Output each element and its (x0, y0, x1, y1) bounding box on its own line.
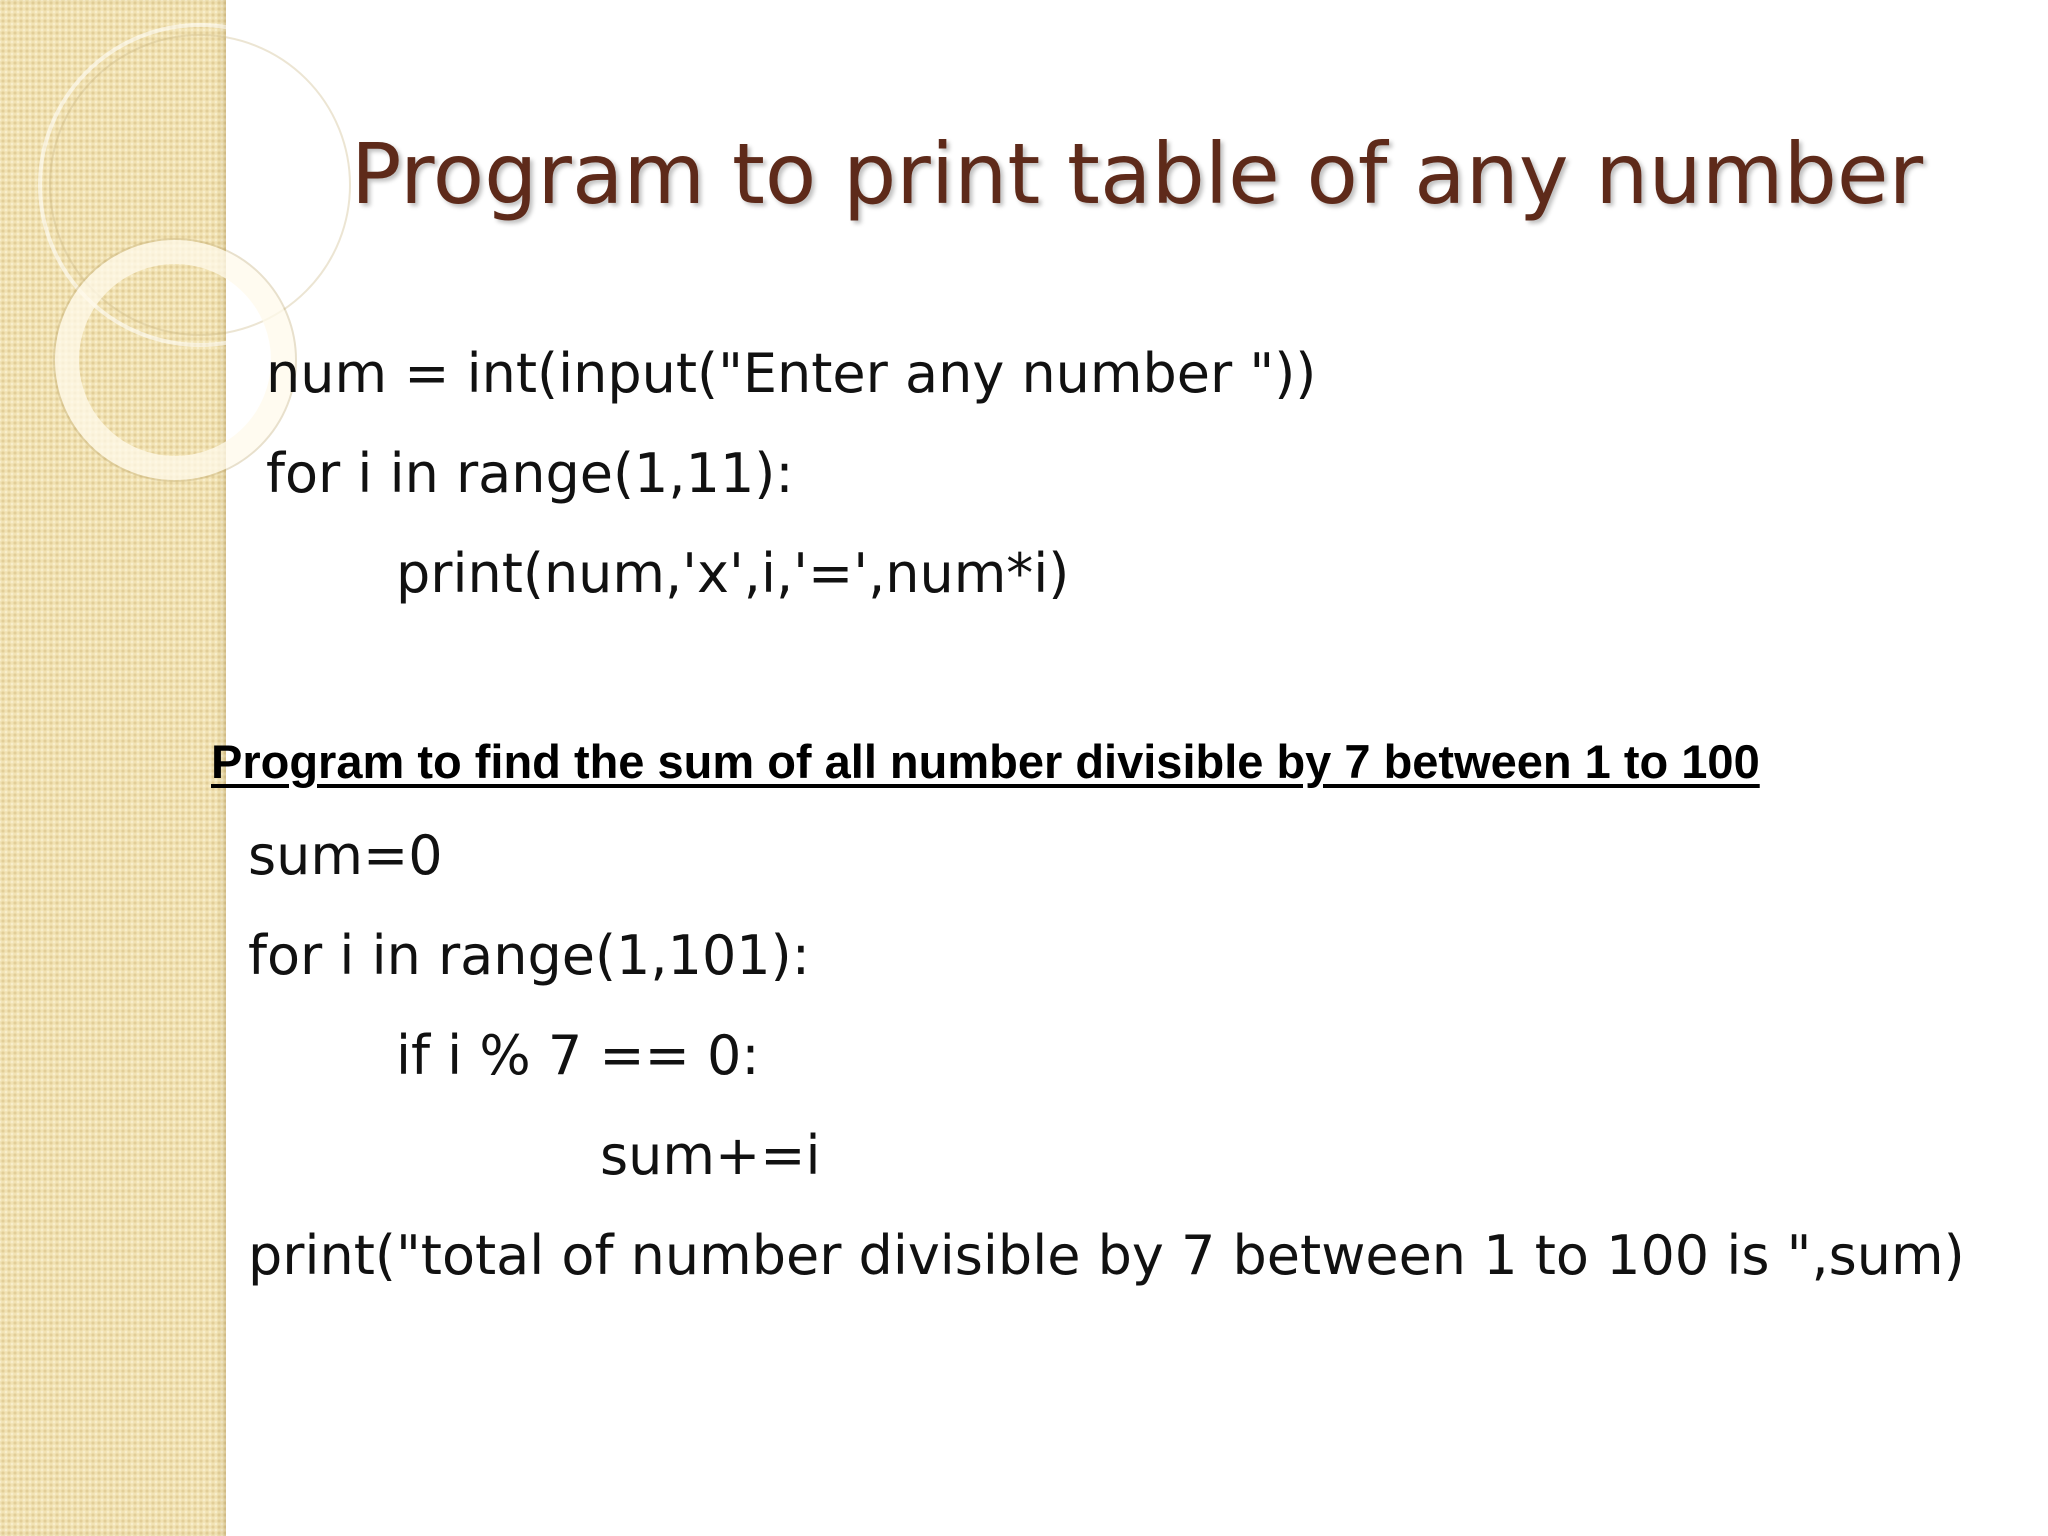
code-line-for-loop: for i in range(1,11): (266, 442, 794, 505)
slide-title: Program to print table of any number (350, 125, 1924, 223)
section-heading: Program to find the sum of all number divisible by 7 between 1 to 100 (211, 735, 1760, 788)
code-line-print-total: print("total of number divisible by 7 between 1 to 100 is ",sum) (248, 1224, 1965, 1287)
code-line-print: print(num,'x',i,'=',num*i) (396, 542, 1070, 605)
code-line-sum-init: sum=0 (248, 824, 443, 887)
code-line-sum-add: sum+=i (600, 1124, 821, 1187)
code-line-if: if i % 7 == 0: (396, 1024, 760, 1087)
code-line-input: num = int(input("Enter any number ")) (266, 342, 1317, 405)
code-line-for-loop-2: for i in range(1,101): (248, 924, 810, 987)
